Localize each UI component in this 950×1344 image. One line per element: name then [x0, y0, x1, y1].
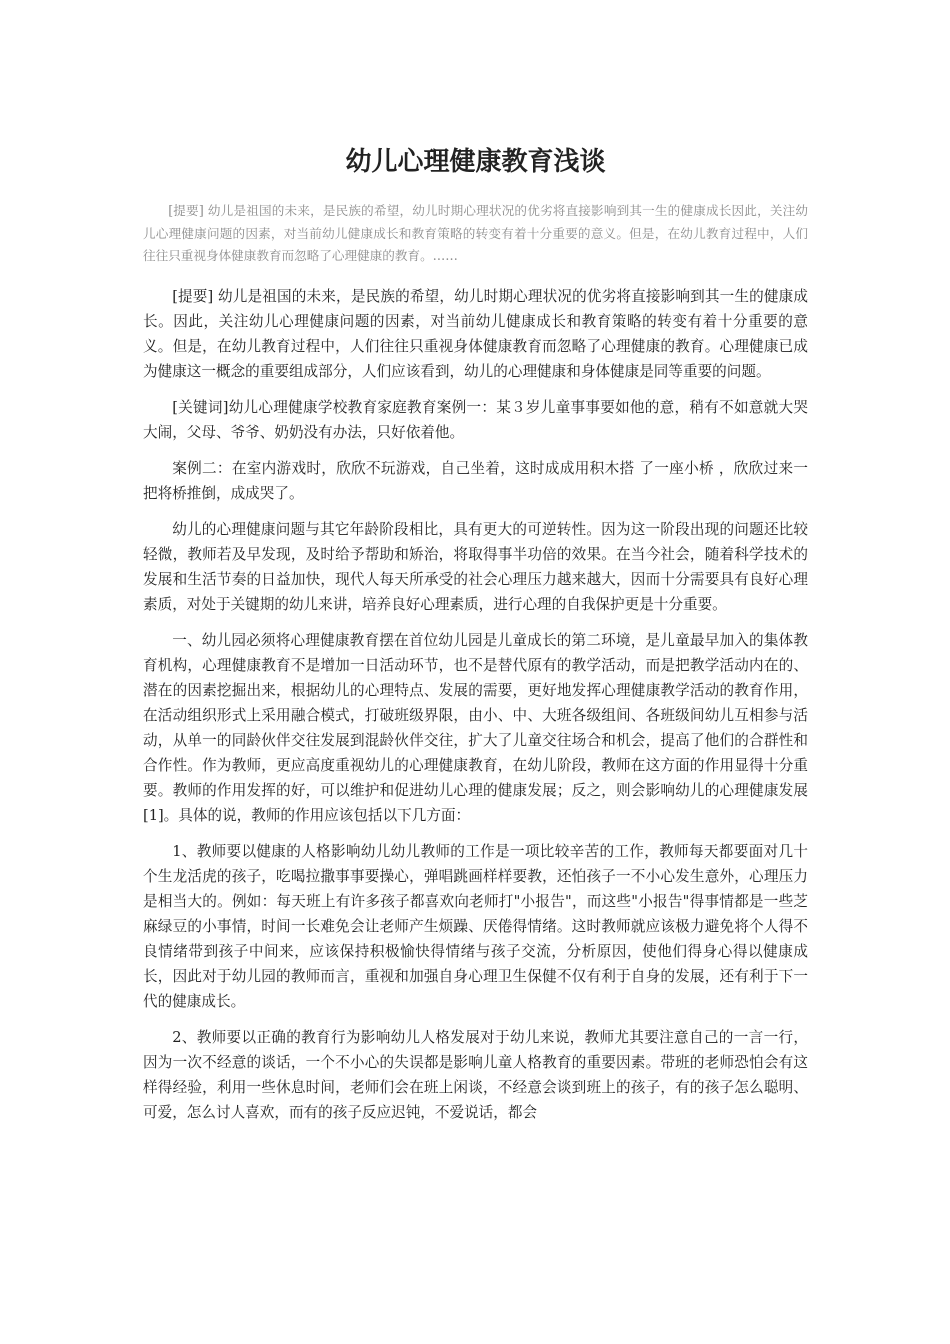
paragraph-section-one: 一、幼儿园必须将心理健康教育摆在首位幼儿园是儿童成长的第二环境，是儿童最早加入的集体教育机构，心理健康教育不是增加一日活动环节，也不是替代原有的教学活动，而是把教学活动内在的、潜在的因素挖掘出来，根据幼儿的心理特点、发展的需要，更好地发挥心理健康教学活动的教育作用，在活动组织形式上采用融合模式，打破班级界限，由小、中、大班各级组间、各班级间幼儿互相参与活动，从单一的同龄伙伴交往发展到混龄伙伴交往，扩大了儿童交往场合和机会，提高了他们的合群性和合作性。作为教师，更应高度重视幼儿的心理健康教育，在幼儿阶段，教师在这方面的作用显得十分重要。教师的作用发挥的好，可以维护和促进幼儿心理的健康发展；反之，则会影响幼儿的心理健康发展[1]。具体的说，教师的作用应该包括以下几方面： [143, 632, 808, 824]
paragraph-point-two: 2、教师要以正确的教育行为影响幼儿人格发展对于幼儿来说，教师尤其要注意自己的一言一行，因为一次不经意的谈话，一个不小心的失误都是影响儿童人格教育的重要因素。带班的老师恐怕会有这样得经验，利用一些休息时间，老师们会在班上闲谈，不经意会谈到班上的孩子，有的孩子怎么聪明、可爱，怎么讨人喜欢，而有的孩子反应迟钝，不爱说话，都会 [143, 1029, 808, 1121]
paragraph-keywords [143, 395, 808, 445]
paragraph-abstract: [提要] 幼儿是祖国的未来，是民族的希望，幼儿时期心理状况的优劣将直接影响到其一生的健康成长。因此，关注幼儿心理健康问题的因素，对当前幼儿健康成长和教育策略的转变有着十分重要的意义。但是，在幼儿教育过程中，人们往往只重视身体健康教育而忽略了心理健康的教育。心理健康已成为健康这一概念的重要组成部分，人们应该看到，幼儿的心理健康和身体健康是同等重要的问题。 [143, 288, 808, 380]
paragraph-point-one: 1、教师要以健康的人格影响幼儿幼儿教师的工作是一项比较辛苦的工作，教师每天都要面对几十个生龙活虎的孩子，吃喝拉撒事事要操心，弹唱跳画样样要教，还怕孩子一不小心发生意外，心理压力是相当大的。例如：每天班上有许多孩子都喜欢向老师打"小报告"，而这些"小报告"得事情都是一些芝麻绿豆的小事情，时间一长难免会让老师产生烦躁、厌倦得情绪。这时教师就应该极力避免将个人得不良情绪带到孩子中间来，应该保持积极愉快得情绪与孩子交流，分析原因，使他们得身心得以健康成长，因此对于幼儿园的教师而言，重视和加强自身心理卫生保健不仅有利于自身的发展，还有利于下一代的健康成长。 [143, 843, 808, 1010]
keyword-item: 幼儿心理健康 [228, 399, 318, 416]
keyword-item: 学校教育 [317, 399, 378, 416]
keyword-item: 家庭教育案例一：某３岁儿童事事要如他的意，稍有不如意就大哭大闹，父母、爷爷、奶奶没有办法，只好依着他。 [143, 399, 808, 441]
paragraph-intro: 幼儿的心理健康问题与其它年龄阶段相比，具有更大的可逆转性。因为这一阶段出现的问题还比较轻微，教师若及早发现，及时给予帮助和矫治，将取得事半功倍的效果。在当今社会，随着科学技术的发展和生活节奏的日益加快，现代人每天所承受的社会心理压力越来越大，因而十分需要具有良好心理素质，对处于关键期的幼儿来讲，培养良好心理素质，进行心理的自我保护更是十分重要。 [143, 521, 808, 613]
document-body [143, 284, 808, 1136]
document-summary: [提要] 幼儿是祖国的未来，是民族的希望，幼儿时期心理状况的优劣将直接影响到其一生的健康成长因此，关注幼儿心理健康问题的因素，对当前幼儿健康成长和教育策略的转变有着十分重要的意义。但是，在幼儿教育过程中，人们往往只重视身体健康教育而忽略了心理健康的教育。…… [143, 203, 808, 263]
paragraph-case-two: 案例二：在室内游戏时，欣欣不玩游戏，自己坐着，这时成成用积木搭 了一座小桥 ，欣欣过来一把将桥推倒，成成哭了。 [143, 460, 808, 502]
document-title: 幼儿心理健康教育浅谈 [345, 147, 606, 177]
keywords-label: [关键词] [172, 399, 229, 416]
